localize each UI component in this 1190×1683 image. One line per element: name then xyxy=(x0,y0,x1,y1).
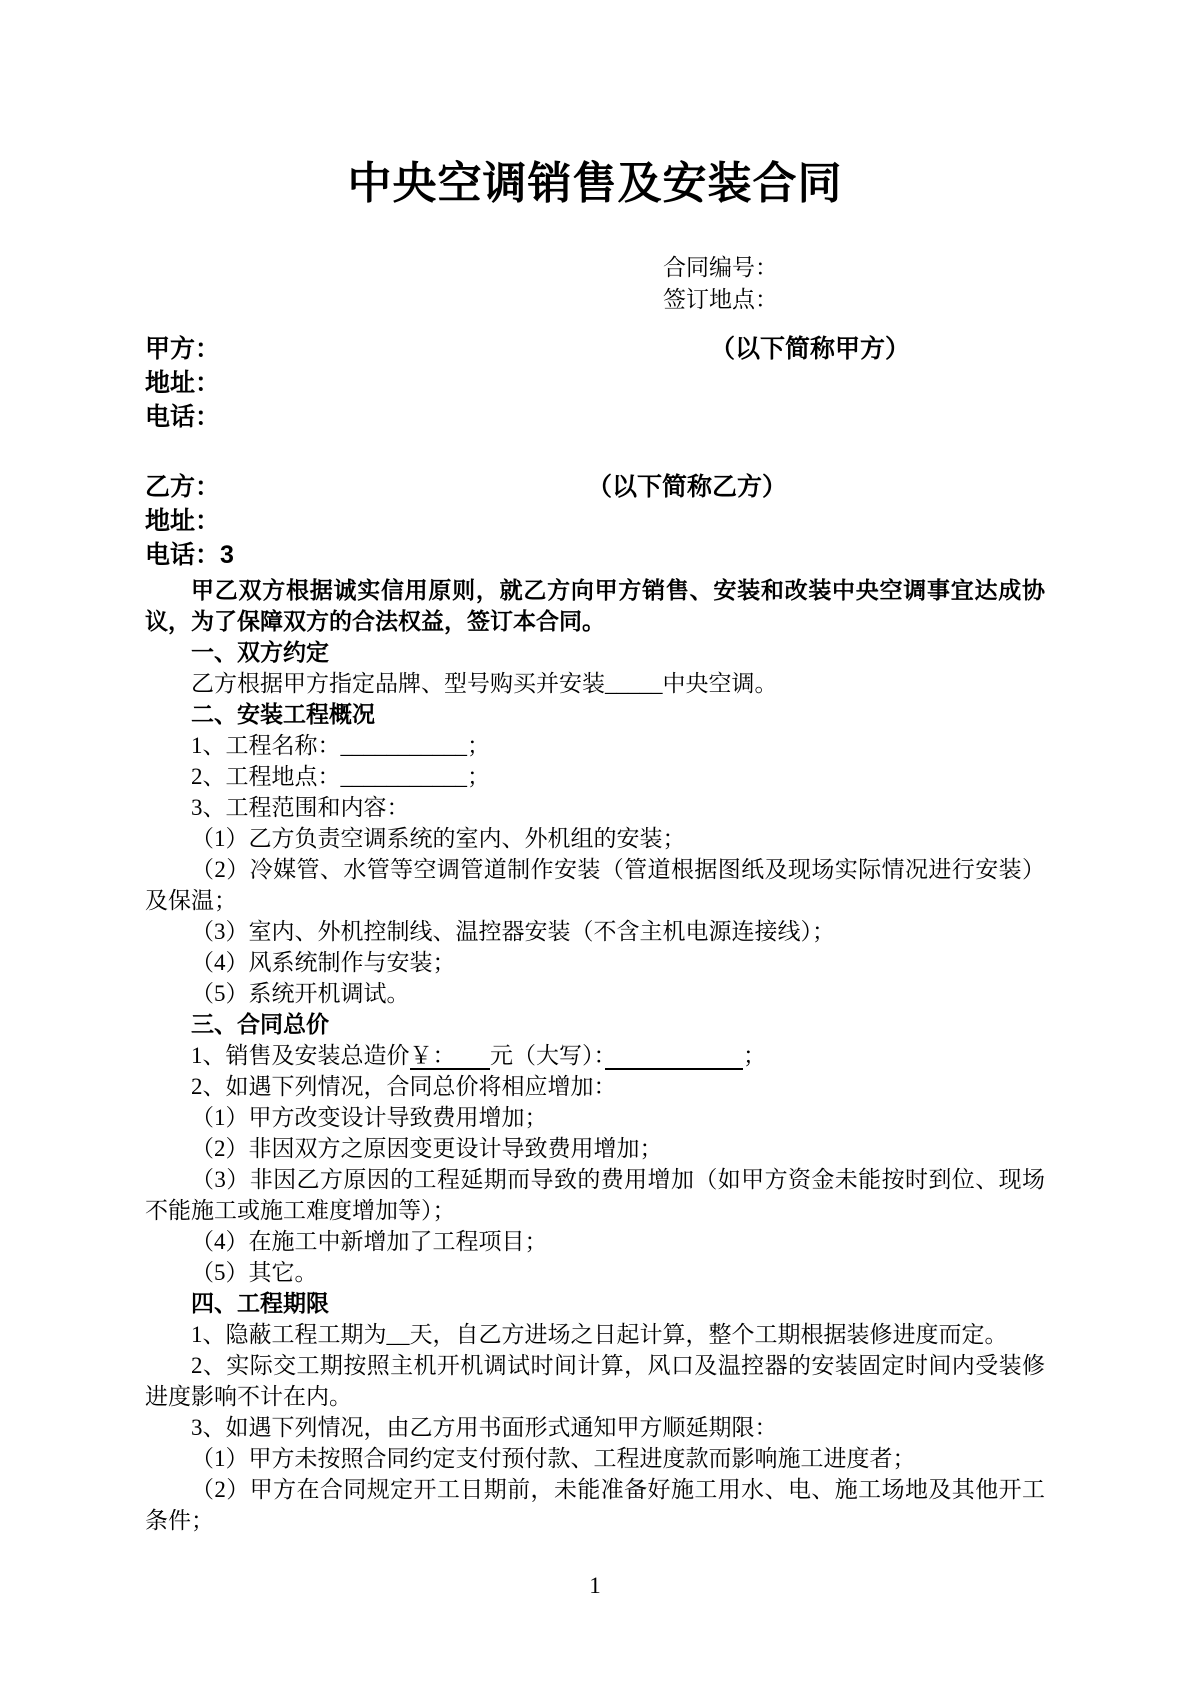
section-3-price-line xyxy=(145,1040,1045,1071)
party-b-name-row xyxy=(145,470,1045,504)
party-a-label: 甲方： xyxy=(145,335,221,363)
party-a-block xyxy=(145,332,1045,434)
section-2-item-2: 2、工程地点：___________； xyxy=(191,764,490,789)
section-1-heading: 一、双方约定 xyxy=(191,639,329,665)
section-3-sub-5: （5）其它。 xyxy=(191,1260,318,1285)
party-a-phone-label: 电话： xyxy=(145,403,221,431)
section-2-sub-4: （4）风系统制作与安装； xyxy=(191,950,456,975)
section-3-sub-4: （4）在施工中新增加了工程项目； xyxy=(191,1229,548,1254)
section-2-sub-1: （1）乙方负责空调系统的室内、外机组的安装； xyxy=(191,826,686,851)
section-3-sub-3: （3）非因乙方原因的工程延期而导致的费用增加（如甲方资金未能按时到位、现场不能施工或施工难度增加等）； xyxy=(145,1167,1045,1223)
section-2-sub-3: （3）室内、外机控制线、温控器安装（不含主机电源连接线）； xyxy=(191,919,835,944)
section-1-item-1: 乙方根据甲方指定品牌、型号购买并安装_____中央空调。 xyxy=(191,671,778,696)
page-number: 1 xyxy=(589,1573,601,1598)
section-4-item-3: 3、如遇下列情况，由乙方用书面形式通知甲方顺延期限： xyxy=(191,1415,778,1440)
party-a-phone-row xyxy=(145,400,1045,434)
section-2-heading: 二、安装工程概况 xyxy=(191,701,375,727)
party-b-label: 乙方： xyxy=(145,473,221,501)
section-2-sub-5: （5）系统开机调试。 xyxy=(191,981,410,1006)
section-3-sub-2: （2）非因双方之原因变更设计导致费用增加； xyxy=(191,1136,663,1161)
section-4-item-1: 1、隐蔽工程工期为__天，自乙方进场之日起计算，整个工期根据装修进度而定。 xyxy=(191,1322,1008,1347)
section-4-sub-1: （1）甲方未按照合同约定支付预付款、工程进度款而影响施工进度者； xyxy=(191,1446,916,1471)
section-4-heading: 四、工程期限 xyxy=(191,1290,329,1316)
party-a-address-label: 地址： xyxy=(145,369,221,397)
section-2-sub-2: （2）冷媒管、水管等空调管道制作安装（管道根据图纸及现场实际情况进行安装）及保温； xyxy=(145,857,1045,913)
section-3-heading: 三、合同总价 xyxy=(191,1011,329,1037)
price-words-blank xyxy=(605,1043,743,1070)
section-3-item-2: 2、如遇下列情况，合同总价将相应增加： xyxy=(191,1074,617,1099)
party-b-phone-row xyxy=(145,538,1045,572)
party-b-phone-value: 3 xyxy=(220,541,234,569)
contract-no-label: 合同编号： xyxy=(663,255,778,280)
party-a-name-row xyxy=(145,332,1045,366)
section-2-item-1: 1、工程名称：___________； xyxy=(191,733,490,758)
party-b-block xyxy=(145,470,1045,572)
section-2-item-3: 3、工程范围和内容： xyxy=(191,795,410,820)
sign-place-label: 签订地点： xyxy=(663,287,778,312)
section-4-sub-2: （2）甲方在合同规定开工日期前，未能准备好施工用水、电、施工场地及其他开工条件； xyxy=(145,1477,1045,1533)
page-title: 中央空调销售及安装合同 xyxy=(347,159,843,208)
party-b-phone-label: 电话： xyxy=(145,541,221,569)
party-b-note: （以下简称乙方） xyxy=(587,473,788,501)
price-suffix: ； xyxy=(743,1043,766,1068)
party-b-address-label: 地址： xyxy=(145,507,221,535)
party-a-address-row xyxy=(145,366,1045,400)
party-b-address-row xyxy=(145,504,1045,538)
section-4-item-2: 2、实际交工期按照主机开机调试时间计算，风口及温控器的安装固定时间内受装修进度影响不计在内。 xyxy=(145,1353,1045,1409)
contract-meta xyxy=(663,252,1045,316)
preamble: 甲乙双方根据诚实信用原则，就乙方向甲方销售、安装和改装中央空调事宜达成协议，为了保障双方的合法权益，签订本合同。 xyxy=(145,577,1045,634)
price-mid: 元（大写）： xyxy=(490,1043,605,1068)
section-3-sub-1: （1）甲方改变设计导致费用增加； xyxy=(191,1105,548,1130)
party-a-note: （以下简称甲方） xyxy=(710,335,911,363)
contract-body xyxy=(145,575,1045,1536)
price-amount-blank: ￥： xyxy=(409,1043,490,1068)
price-prefix: 1、销售及安装总造价 xyxy=(191,1043,410,1068)
